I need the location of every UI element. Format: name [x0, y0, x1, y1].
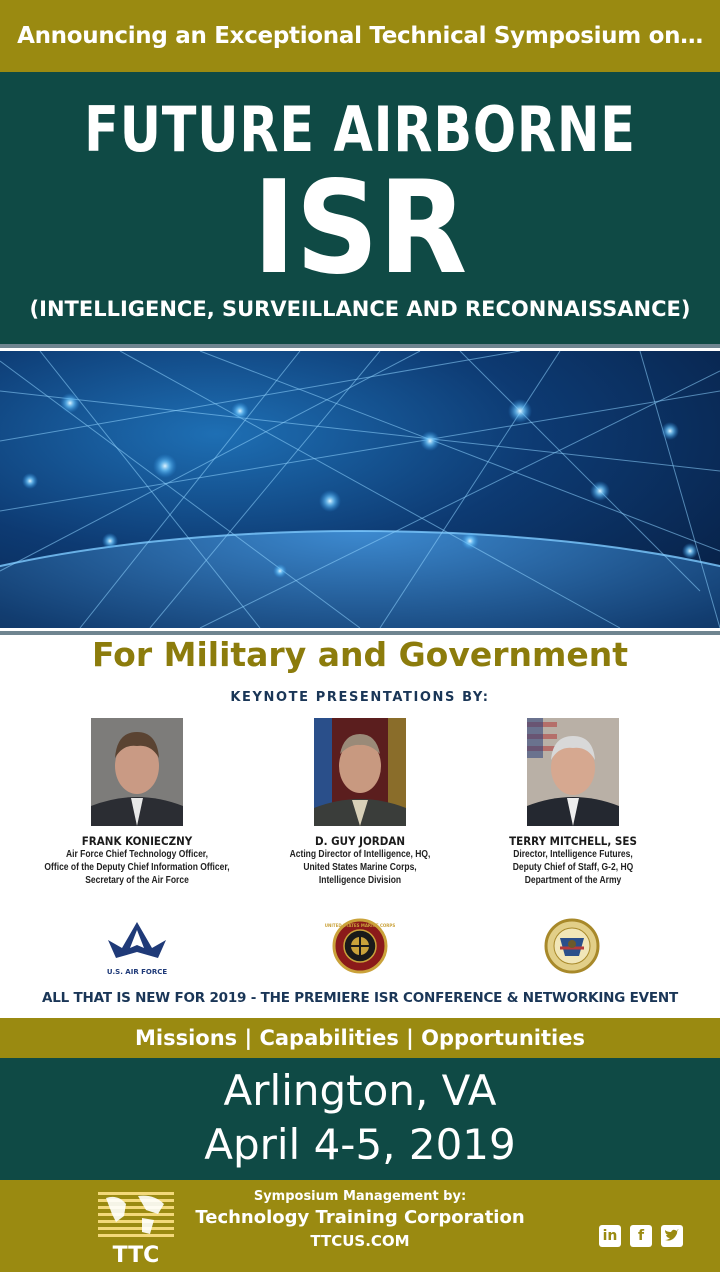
speaker-title-line: Director, Intelligence Futures,: [513, 849, 633, 860]
tagline: ALL THAT IS NEW FOR 2019 - THE PREMIERE ISR CONFERENCE & NETWORKING EVENT: [41, 990, 679, 1006]
title-line-1: FUTURE AIRBORNE: [84, 93, 636, 166]
management-label: Symposium Management by:: [253, 1189, 467, 1204]
speaker-card: [22, 718, 252, 887]
facebook-icon[interactable]: f: [630, 1225, 652, 1247]
speaker-photo: [527, 718, 619, 826]
svg-text:TTC: TTC: [112, 1243, 160, 1266]
network-graphic: [0, 351, 720, 628]
speaker-name: TERRY MITCHELL, SES: [509, 834, 637, 848]
speaker-card: [245, 718, 475, 887]
speaker-card: [458, 718, 688, 887]
speaker-title-line: Intelligence Division: [318, 875, 402, 886]
speaker-title-line: Acting Director of Intelligence, HQ,: [289, 849, 431, 860]
army-seal: [527, 918, 617, 978]
keynote-heading: KEYNOTE PRESENTATIONS BY:: [230, 690, 490, 705]
air-force-logo: [92, 918, 182, 978]
linkedin-icon[interactable]: in: [599, 1225, 621, 1247]
company-name: Technology Training Corporation: [195, 1207, 525, 1228]
marine-corps-seal: [315, 918, 405, 978]
svg-text:UNITED STATES MARINE CORPS: UNITED STATES MARINE CORPS: [324, 923, 396, 928]
event-location: Arlington, VA: [223, 1066, 497, 1115]
network-globe-image: [0, 351, 720, 628]
title-line-2: ISR: [252, 154, 468, 303]
speaker-name: FRANK KONIECZNY: [81, 834, 193, 848]
speaker-title-line: Deputy Chief of Staff, G-2, HQ: [512, 862, 634, 873]
themes-bar: Missions | Capabilities | Opportunities: [0, 1018, 720, 1058]
speaker-title-line: Secretary of the Air Force: [85, 875, 189, 886]
speaker-title-line: Office of the Deputy Chief Information Officer,: [44, 862, 230, 873]
svg-text:U.S. AIR FORCE: U.S. AIR FORCE: [106, 968, 168, 976]
website-link[interactable]: TTCUS.COM: [310, 1232, 410, 1250]
ttc-logo[interactable]: [98, 1192, 174, 1266]
speaker-title-line: Air Force Chief Technology Officer,: [65, 849, 209, 860]
event-dates: April 4-5, 2019: [204, 1120, 516, 1169]
venue-block: [0, 1058, 720, 1180]
speaker-photo: [314, 718, 406, 826]
title-block: [0, 72, 720, 344]
speaker-title-line: Department of the Army: [524, 875, 622, 886]
twitter-icon[interactable]: [661, 1225, 683, 1247]
title-subtitle: (INTELLIGENCE, SURVEILLANCE AND RECONNAISSANCE): [29, 297, 691, 321]
audience-heading: For Military and Government: [91, 635, 629, 674]
speaker-title-line: United States Marine Corps,: [303, 862, 417, 873]
management-info: [190, 1188, 530, 1252]
announcement-banner: Announcing an Exceptional Technical Symposium on…: [0, 0, 720, 72]
speaker-name: D. GUY JORDAN: [314, 834, 405, 848]
speaker-photo: [91, 718, 183, 826]
